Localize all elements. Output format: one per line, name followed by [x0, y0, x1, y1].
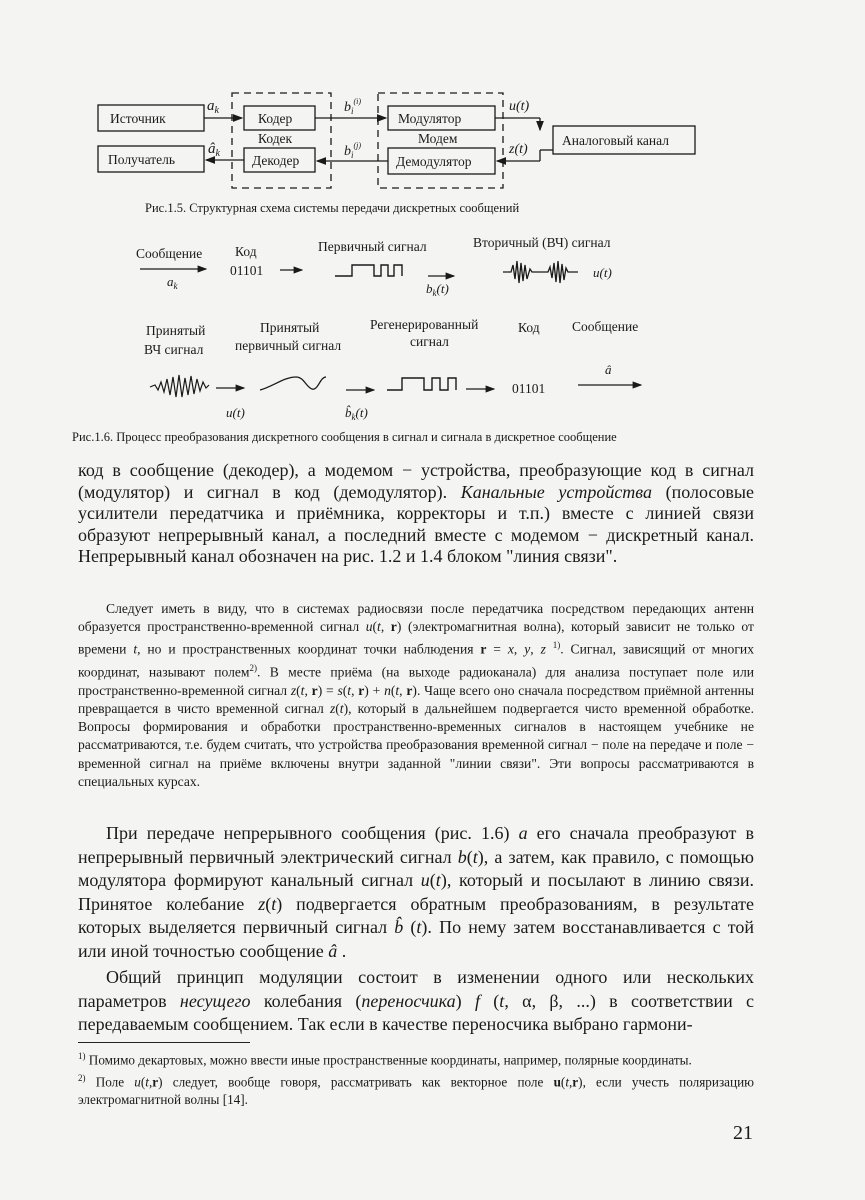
primary-signal-waveform — [335, 265, 402, 276]
secondary-signal-label: Вторичный (ВЧ) сигнал — [473, 235, 611, 250]
regenerated-label-2: сигнал — [410, 334, 449, 349]
u-t-output: u(t) — [593, 265, 612, 280]
modulator-label: Модулятор — [398, 111, 462, 126]
paragraph-radio-note: Следует иметь в виду, что в системах радиосвязи после передатчика посредством передающих антенн образуется пространственно-временной сигнал u(t, r) (электромагнитная волна), который зависит не только от времени t, но и пространственных координат точки наблюдения r = x, y, z $^{1)}$. Сигнал, зависящий от многих координат, называют полем$^{2)}$. В месте приёма (на выходе радиоканала) для анализа поступает поле или пространственно-временной сигнал z(t, r) = s(t, r) + n(t, r). Чаще всего оно сначала посредством приёмной антенны превращается в чисто временной сигнал z(t), который в дальнейшем подвергается чисто временной обработке. Вопросы формирования и обработки пространственно-временных сигналов в настоящем учебнике не рассматриваются, т.е. будем считать, что устройства преобразования временной сигнал − поле на передаче и поле − временной сигнал на приёме включены внутри заданной "линии связи". Эти вопросы рассматриваются в специальных курсах. — [78, 601, 755, 789]
figure-1-5-caption: Рис.1.5. Структурная схема системы передачи дискретных сообщений — [145, 201, 520, 215]
regenerated-label: Регенерированный — [370, 317, 479, 332]
z-t-label: z(t) — [509, 142, 528, 157]
figure-1-6-caption: Рис.1.6. Процесс преобразования дискретного сообщения в сигнал и сигнала в дискретное сообщение — [72, 430, 617, 444]
paragraph-continuous: При передаче непрерывного сообщения (рис. 1.6) a его сначала преобразуют в непрерывный первичный электрический сигнал b(t), а затем, как правило, с помощью модулятора формируют канальный сигнал u(t), который и посылают в линию связи. Принятое колебание z(t) подвергается обратным преобразованиям, в результате которых выделяется первичный сигнал b̂ (t). По нему затем восстанавливается с той или иной точностью сообщение â . Общий принцип модуляции состоит в изменении одного или нескольких параметров несущего колебания (переносчика) f (t, α, β, ...) в соответствии с передаваемым сообщением. Так если в качестве переносчика выбрано гармони- — [78, 823, 755, 1034]
a-hat-label: â — [605, 362, 612, 377]
analog-channel-label: Аналоговый канал — [562, 133, 669, 148]
code-out-label: Код — [518, 320, 540, 335]
received-primary-label-2: первичный сигнал — [235, 338, 342, 353]
footnote-2: $^{2)}$ Поле u(t,r) следует, вообще говоря, рассматривать как векторное поле u(t,r), если учесть поляризацию электромагнитной волны [14]. — [78, 1073, 754, 1107]
a-k-input: $a_k$ — [167, 274, 178, 291]
a-k-label: $a_k$ — [207, 98, 219, 116]
u-t-received: u(t) — [226, 405, 245, 420]
footnote-separator — [78, 1042, 250, 1043]
receiver-label: Получатель — [108, 152, 176, 167]
u-t-label: u(t) — [509, 99, 530, 114]
b-k-t-label: $b_k(t)$ — [426, 281, 449, 298]
b-hat-k-t-label: $b̂_k(t)$ — [345, 405, 368, 422]
received-primary-waveform — [260, 377, 326, 390]
decoder-label: Декодер — [252, 153, 300, 168]
code-label: Код — [235, 244, 257, 259]
received-hf-label-2: ВЧ сигнал — [144, 342, 204, 357]
b-j-label: $b_i^{(j)}$ — [344, 141, 362, 160]
source-label: Источник — [110, 111, 166, 126]
figure-1-6-diagram — [0, 225, 865, 465]
demodulator-label: Демодулятор — [396, 154, 472, 169]
coder-label: Кодер — [258, 111, 293, 126]
message-out-label: Сообщение — [572, 319, 639, 334]
b-i-label: $b_i^{(i)}$ — [344, 97, 362, 116]
primary-signal-label: Первичный сигнал — [318, 239, 427, 254]
codec-label: Кодек — [258, 131, 293, 146]
received-hf-label: Принятый — [146, 323, 206, 338]
received-primary-label: Принятый — [260, 320, 320, 335]
code-value: 01101 — [230, 263, 264, 278]
regenerated-waveform — [387, 378, 456, 390]
paragraph-channel: код в сообщение (декодер), а модемом − устройства, преобразующие код в сигнал (модулятор) и сигнал в код (демодулятор). Канальные устройства (полосовые усилители передатчика и приёмника, корректоры и т.п.) вместе с линией связи образуют непрерывный канал, а последний вместе с модемом − дискретный канал. Непрерывный канал обозначен на рис. 1.2 и 1.4 блоком "линия связи". — [78, 460, 754, 566]
modem-label: Модем — [418, 131, 458, 146]
code-value-out: 01101 — [512, 381, 546, 396]
received-hf-waveform — [150, 375, 209, 397]
figure-1-5-diagram — [0, 0, 865, 200]
footnotes — [78, 1048, 754, 1110]
a-hat-k-label: $â_k$ — [208, 141, 220, 159]
message-label: Сообщение — [136, 246, 203, 261]
footnote-1: $^{1)}$ Помимо декартовых, можно ввести иные пространственные координаты, например, полярные координаты. — [78, 1051, 692, 1068]
secondary-signal-waveform — [503, 261, 578, 283]
page-number: 21 — [733, 1122, 753, 1144]
